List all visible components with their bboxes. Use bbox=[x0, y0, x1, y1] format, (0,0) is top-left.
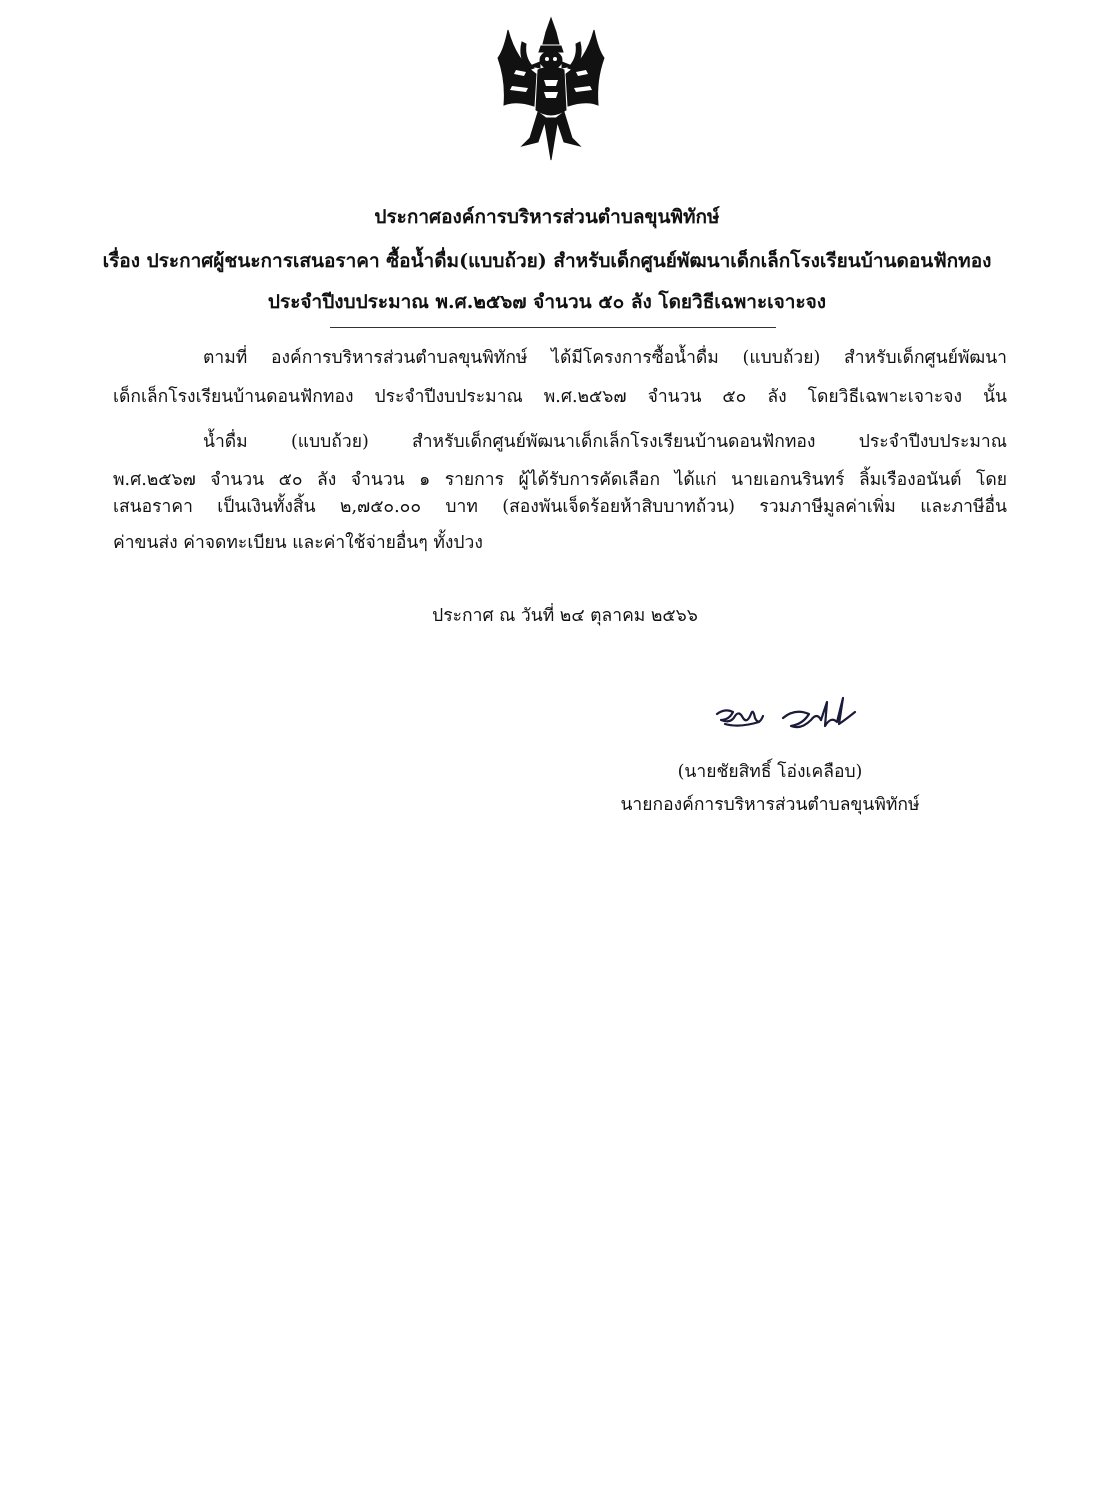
paragraph-1-line-1: ตามที่ องค์การบริหารส่วนตำบลขุนพิทักษ์ ได้มีโครงการซื้อน้ำดื่ม (แบบถ้วย) สำหรับเด็กศูนย์พัฒนา bbox=[203, 348, 1007, 368]
paragraph-2-line-1: น้ำดื่ม (แบบถ้วย) สำหรับเด็กศูนย์พัฒนาเด็กเล็กโรงเรียนบ้านดอนฟักทอง ประจำปีงบประมาณ bbox=[203, 432, 1007, 452]
announcement-subject-cont: ประจำปีงบประมาณ พ.ศ.๒๕๖๗ จำนวน ๕๐ ลัง โดยวิธีเฉพาะเจาะจง bbox=[267, 291, 827, 313]
announcement-title: ประกาศองค์การบริหารส่วนตำบลขุนพิทักษ์ bbox=[374, 206, 720, 228]
announcement-subject: เรื่อง ประกาศผู้ชนะการเสนอราคา ซื้อน้ำดื่ม(แบบถ้วย) สำหรับเด็กศูนย์พัฒนาเด็กเล็กโรงเรียนบ้านดอนฟักทอง bbox=[102, 250, 992, 272]
garuda-emblem-icon bbox=[486, 10, 616, 170]
signatory-position: นายกองค์การบริหารส่วนตำบลขุนพิทักษ์ bbox=[620, 795, 920, 815]
handwritten-signature bbox=[705, 690, 875, 740]
announcement-date: ประกาศ ณ วันที่ ๒๔ ตุลาคม ๒๕๖๖ bbox=[432, 606, 698, 626]
paragraph-2-line-4: ค่าขนส่ง ค่าจดทะเบียน และค่าใช้จ่ายอื่นๆ ทั้งปวง bbox=[113, 533, 483, 553]
title-divider bbox=[330, 327, 776, 328]
paragraph-1-line-2: เด็กเล็กโรงเรียนบ้านดอนฟักทอง ประจำปีงบประมาณ พ.ศ.๒๕๖๗ จำนวน ๕๐ ลัง โดยวิธีเฉพาะเจาะจง นั้น bbox=[113, 387, 1007, 407]
signatory-name: (นายชัยสิทธิ์ โอ่งเคลือบ) bbox=[677, 762, 863, 782]
paragraph-2-line-3: เสนอราคา เป็นเงินทั้งสิ้น ๒,๗๕๐.๐๐ บาท (สองพันเจ็ดร้อยห้าสิบบาทถ้วน) รวมภาษีมูลค่าเพิ่ม และภาษีอื่น bbox=[113, 497, 1007, 517]
paragraph-2-line-2: พ.ศ.๒๕๖๗ จำนวน ๕๐ ลัง จำนวน ๑ รายการ ผู้ได้รับการคัดเลือก ได้แก่ นายเอกนรินทร์ ลิ้มเรืองอนันต์ โดย bbox=[113, 470, 1007, 490]
